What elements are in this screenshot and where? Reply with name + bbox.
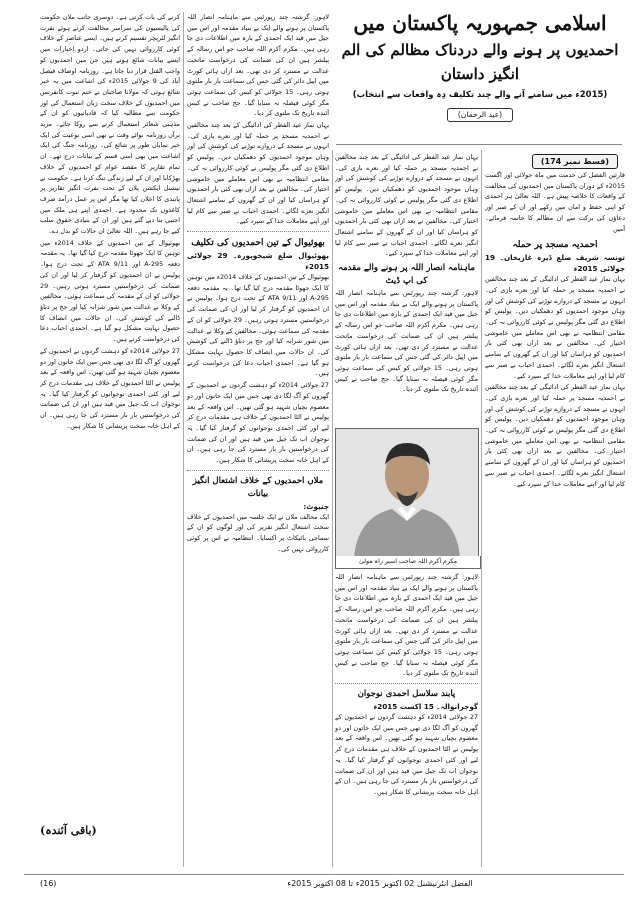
article-header [335,10,625,122]
page-number: (16) [40,879,57,888]
column-divider-2 [332,150,333,867]
portrait-photo [335,428,479,558]
section-body-ansarullah: لاہور: گزشتہ چند رپورٹس سے ماہنامہ انصار اللہ پاکستان پر ہونے والے ایک بے بنیاد مقدمہ اور اس میں جیل میں قید ایک احمدی کے بارہ میں اطلاعات دی جا رہی ہیں۔ مکرم آکرم اللہ صاحب جو اس رسالہ کے پبلشر ہیں ان کی ضمانت کی درخواست ماتحت عدالت نے مسترد کر دی تھی۔ بعد ازاں ہائی کورٹ میں اپیل دائر کی گئی جس کی سماعت بار بار ملتوی ہوتی رہی۔ 15 جولائی کو کیس کی سماعت ہوئی مگر کوئی فیصلہ نہ سنایا گیا۔ جج صاحب نے کیس آئندہ تاریخ تک ملتوی کر دیا۔ [335,289,478,394]
left-column-text: کرنے کی بات کرتی ہے۔ دوسری جانب ملاں حکومت کی پالیسیوں کی سراسر مخالفت کرتے ہوئے نفرت انگیز لٹریچر تقسیم کرتے ہیں۔ ایسے عناصر کے خلاف کوئی کارروائی نہیں کی جاتی۔ اردو اخبارات میں ایسے بیانات شائع ہوتے ہیں جن میں احمدیوں کو واجب القتل قرار دیا جاتا ہے۔ روزنامہ اوصاف فیصل آباد کی 9 جولائی 2015ء کی اشاعت میں یہ خبر شائع ہوئی کہ مولانا صاحبان نے ختم نبوت کانفرنس میں احمدیوں کے خلاف سخت زبان استعمال کی اور حکومت سے مطالبہ کیا کہ قادیانیوں کو ان کے مذہبی شعائر استعمال کرنے سے روکا جائے۔ مزید برآں روزنامہ نوائے وقت نے بھی اسی نوعیت کی ایک خبر نمایاں طور پر شائع کی۔ روزنامہ جنگ کی ایک اشاعت میں بھی اسی قسم کے بیانات درج تھے۔ ان تمام تقاریر کا مقصد عوام کو احمدیوں کے خلاف بھڑکانا اور ان کے لیے زندگی تنگ کرنا ہے۔ حکومت نے نیشنل ایکشن پلان کے تحت نفرت انگیز تقاریر پر پابندی کا اعلان کیا تھا مگر اس پر عمل درآمد صرف کاغذوں تک محدود ہے۔ احمدی اپنے ہی ملک میں اجنبی بنا دیے گئے ہیں اور ان کے بنیادی حقوق سلب کیے جا رہے ہیں۔ اللہ تعالیٰ ان حالات کو بدل دے۔ [40,13,180,236]
section-subtitle-chiniot: چنیوٹ: [303,501,329,511]
section-body-youth-prisoners: 27 جولائی 2014ء کو دہشت گردوں نے احمدیوں کے گھروں کو آگ لگا دی تھی جس میں ایک خاتون اور دو معصوم بچیاں شہید ہو گئی تھیں۔ اس واقعہ کے بعد پولیس نے الٹا احمدیوں کے خلاف ہی مقدمات درج کر لیے اور کئی احمدی نوجوانوں کو گرفتار کیا گیا۔ یہ نوجوان اب تک جیل میں قید ہیں اور ان کی ضمانت کی درخواستیں بار بار مسترد کی جا رہی ہیں۔ ان کے اہل خانہ سخت پریشانی کا شکار ہیں۔ [335,713,478,796]
intro-paragraph: قارئین الفضل کی خدمت میں ماہ جولائی اور اگست 2015ء کے دوران پاکستان میں احمدیوں کی مخالفت کے واقعات کا خلاصہ پیش ہے۔ اللہ تعالیٰ ہر احمدی کو اپنی حفظ و امان میں رکھے اور ان کے صبر اور دعاؤں کی برکت سے ان مظالم کا خاتمہ فرمائے۔ آمین [485,171,625,233]
section-body-bhoiwal: بھوئیوال کے تین احمدیوں کے خلاف 2014ء میں توہین کا ایک جھوٹا مقدمہ درج کیا گیا تھا۔ یہ مقدمہ دفعہ 295-A اور 9/11 ATA کے تحت درج ہوا۔ پولیس نے ان احمدیوں کو گرفتار کر لیا اور ان کی ضمانت کی درخواستیں مسترد ہوتی رہیں۔ 29 جولائی کو ان کے مقدمہ کی سماعت ہوئی۔ مخالفین کے وکلا نے عدالت میں شور شرابہ کیا اور جج پر دباؤ ڈالنے کی کوشش کی۔ ان حالات میں انصاف کا حصول نہایت مشکل ہو گیا ہے۔ احمدی احباب دعا کی درخواست کرتے ہیں۔ [187,273,329,378]
continued-text-middle-left-2: یہاں نماز عید الفطر کی ادائیگی کے بعد چند مخالفین نے احمدیہ مسجد پر حملہ کیا اور نعرے بازی کی۔ انہوں نے مسجد کے دروازے توڑنے کی کوشش کی اور وہاں موجود احمدیوں کو دھمکیاں دیں۔ پولیس کو اطلاع دی گئی مگر پولیس نے کوئی کارروائی نہ کی۔ مقامی انتظامیہ نے بھی اس معاملے میں خاموشی اختیار کی۔ مخالفین نے بعد ازاں بھی کئی بار احمدیوں کو ہراساں کیا اور ان کے گھروں کے سامنے اشتعال انگیز نعرے لگائے۔ احمدی احباب نے صبر سے کام لیا اور اپنے معاملات خدا کے سپرد کیے۔ [187,121,329,226]
left-column-text-3: 27 جولائی 2014ء کو دہشت گردوں نے احمدیوں کے گھروں کو آگ لگا دی تھی جس میں ایک خاتون اور دو معصوم بچیاں شہید ہو گئی تھیں۔ اس واقعہ کے بعد پولیس نے الٹا احمدیوں کے خلاف ہی مقدمات درج کر لیے اور کئی احمدی نوجوانوں کو گرفتار کیا گیا۔ یہ نوجوان اب تک جیل میں قید ہیں اور ان کی ضمانت کی درخواستیں بار بار مسترد کی جا رہی ہیں۔ ان کے اہل خانہ سخت پریشانی کا شکار ہیں۔ [40,346,180,430]
person-portrait-icon [336,429,478,557]
header-divider [336,144,622,145]
right-column [485,170,625,870]
section-body-mosque-attack-cont: یہاں نماز عید الفطر کی ادائیگی کے بعد چند مخالفین نے احمدیہ مسجد پر حملہ کیا اور نعرے بازی کی۔ انہوں نے مسجد کے دروازے توڑنے کی کوشش کی اور وہاں موجود احمدیوں کو دھمکیاں دیں۔ پولیس کو اطلاع دی گئی مگر پولیس نے کوئی کارروائی نہ کی۔ مقامی انتظامیہ نے بھی اس معاملے میں خاموشی اختیار کی۔ مخالفین نے بعد ازاں بھی کئی بار احمدیوں کو ہراساں کیا اور ان کے گھروں کے سامنے اشتعال انگیز نعرے لگائے۔ احمدی احباب نے صبر سے کام لیا اور اپنے معاملات خدا کے سپرد کیے۔ [485,383,625,488]
section-subtitle-bhoiwal: بھوئیوال ضلع شیخوپورہ۔ 29 جولائی 2015ء [187,251,329,272]
to-be-continued: (باقی آئندہ) [40,824,97,837]
section-subtitle-gujranwala: گوجرانوالہ۔ 15 اکست 2015ء [373,702,478,712]
left-column-text-2: بھوئیوال کے تین احمدیوں کے خلاف 2014ء میں توہین کا ایک جھوٹا مقدمہ درج کیا گیا تھا۔ یہ مقدمہ دفعہ 295-A اور 9/11 ATA کے تحت درج ہوا۔ پولیس نے ان احمدیوں کو گرفتار کر لیا اور ان کی ضمانت کی درخواستیں مسترد ہوتی رہیں۔ 29 جولائی کو ان کے مقدمہ کی سماعت ہوئی۔ مخالفین کے وکلا نے عدالت میں شور شرابہ کیا اور جج پر دباؤ ڈالنے کی کوشش کی۔ ان حالات میں انصاف کا حصول نہایت مشکل ہو گیا ہے۔ احمدی احباب دعا کی درخواست کرتے ہیں۔ [40,238,180,344]
summary-line: (2015ء میں سامنے آنے والے چند تکلیف دِہ واقعات سے انتخاب) [352,90,608,100]
middle-right-column-lower [335,572,478,867]
section-title-mosque-attack: احمدیہ مسجد پر حملہ [512,240,598,251]
section-body-bhoiwal-cont: 27 جولائی 2014ء کو دہشت گردوں نے احمدیوں کے گھروں کو آگ لگا دی تھی جس میں ایک خاتون اور دو معصوم بچیاں شہید ہو گئی تھیں۔ اس واقعہ کے بعد پولیس نے الٹا احمدیوں کے خلاف ہی مقدمات درج کر لیے اور کئی احمدی نوجوانوں کو گرفتار کیا گیا۔ یہ نوجوان اب تک جیل میں قید ہیں اور ان کی ضمانت کی درخواستیں بار بار مسترد کی جا رہی ہیں۔ ان کے اہل خانہ سخت پریشانی کا شکار ہیں۔ [187,381,329,465]
middle-right-column-upper [335,152,478,424]
column-divider-1 [183,12,184,867]
footer-divider [24,874,624,875]
continued-text-upper: یہاں نماز عید الفطر کی ادائیگی کے بعد چند مخالفین نے احمدیہ مسجد پر حملہ کیا اور نعرے بازی کی۔ انہوں نے مسجد کے دروازے توڑنے کی کوشش کی اور وہاں موجود احمدیوں کو دھمکیاں دیں۔ پولیس کو اطلاع دی گئی مگر پولیس نے کوئی کارروائی نہ کی۔ مقامی انتظامیہ نے بھی اس معاملے میں خاموشی اختیار کی۔ مخالفین نے بعد ازاں بھی کئی بار احمدیوں کو ہراساں کیا اور ان کے گھروں کے سامنے اشتعال انگیز نعرے لگائے۔ احمدی احباب نے صبر سے کام لیا اور اپنے معاملات خدا کے سپرد کیے۔ [335,153,478,258]
section-body-mullah-statements: ایک مخالف ملاں نے ایک جلسہ میں احمدیوں کے خلاف سخت اشتعال انگیز تقریر کی اور لوگوں کو ان کے سماجی بائیکاٹ پر اکسایا۔ انتظامیہ نے اس پر کوئی کارروائی نہیں کی۔ [187,512,329,553]
column-divider-3 [481,150,482,867]
continued-text-middle-left: لاہور: گزشتہ چند رپورٹس سے ماہنامہ انصار اللہ پاکستان پر ہونے والے ایک بے بنیاد مقدمہ اور اس میں جیل میں قید ایک احمدی کے بارہ میں اطلاعات دی جا رہی ہیں۔ مکرم آکرم اللہ صاحب جو اس رسالہ کے پبلشر ہیں ان کی ضمانت کی درخواست ماتحت عدالت نے مسترد کر دی تھی۔ بعد ازاں ہائی کورٹ میں اپیل دائر کی گئی جس کی سماعت بار بار ملتوی ہوتی رہی۔ 15 جولائی کو کیس کی سماعت ہوئی مگر کوئی فیصلہ نہ سنایا گیا۔ جج صاحب نے کیس آئندہ تاریخ تک ملتوی کر دیا۔ [187,13,329,118]
author-name: (عبد الرحمان) [447,108,513,122]
section-separator-3 [187,470,329,471]
section-body-mosque-attack: یہاں نماز عید الفطر کی ادائیگی کے بعد چند مخالفین نے احمدیہ مسجد پر حملہ کیا اور نعرے بازی کی۔ انہوں نے مسجد کے دروازے توڑنے کی کوشش کی اور وہاں موجود احمدیوں کو دھمکیاں دیں۔ پولیس کو اطلاع دی گئی مگر پولیس نے کوئی کارروائی نہ کی۔ مقامی انتظامیہ نے بھی اس معاملے میں خاموشی اختیار کی۔ مخالفین نے بعد ازاں بھی کئی بار احمدیوں کو ہراساں کیا اور ان کے گھروں کے سامنے اشتعال انگیز نعرے لگائے۔ احمدی احباب نے صبر سے کام لیا اور اپنے معاملات خدا کے سپرد کیے۔ [485,275,625,380]
middle-left-column [187,12,329,868]
continued-text-lower: لاہور: گزشتہ چند رپورٹس سے ماہنامہ انصار اللہ پاکستان پر ہونے والے ایک بے بنیاد مقدمہ اور اس میں جیل میں قید ایک احمدی کے بارہ میں اطلاعات دی جا رہی ہیں۔ مکرم آکرم اللہ صاحب جو اس رسالہ کے پبلشر ہیں ان کی ضمانت کی درخواست ماتحت عدالت نے مسترد کر دی تھی۔ بعد ازاں ہائی کورٹ میں اپیل دائر کی گئی جس کی سماعت بار بار ملتوی ہوتی رہی۔ 15 جولائی کو کیس کی سماعت ہوئی مگر کوئی فیصلہ نہ سنایا گیا۔ جج صاحب نے کیس آئندہ تاریخ تک ملتوی کر دیا۔ [335,573,478,678]
section-title-ansarullah: ماہنامہ انصار اللہ پر ہونے والے مقدمہ کی اپ ڈیٹ [338,263,475,287]
section-separator-2 [187,231,329,232]
photo-caption: مکرم آکرم اللہ صاحب اسیر راہ مولیٰ [335,556,481,569]
page-subtitle: احمدیوں پر ہونے والے دردناک مظالم کی الم انگیز داستان [341,41,619,83]
left-column [40,12,180,818]
section-separator [335,683,478,684]
page-title: اسلامی جمہوریہ پاکستان میں [353,11,607,35]
installment-badge: (قسط نمبر 174) [532,154,618,169]
section-subtitle-taunsa: تونسہ شریف ضلع ڈیرہ غازیخان۔ 19 جولائی 2015ء [485,253,625,274]
section-title-mullah-statements: ملاں احمدیوں کے خلاف اشتعال انگیز بیانات [192,475,324,499]
section-title-bhoiwal: بھوئیوال کے تین احمدیوں کی تکلیف [191,238,325,249]
publication-line: الفضل انٹرنیشنل 02 اکتوبر 2015ء تا 08 اکتوبر 2015ء [287,879,473,888]
section-title-youth-prisoners: پابند سلاسل احمدی نوجوان [357,689,456,700]
